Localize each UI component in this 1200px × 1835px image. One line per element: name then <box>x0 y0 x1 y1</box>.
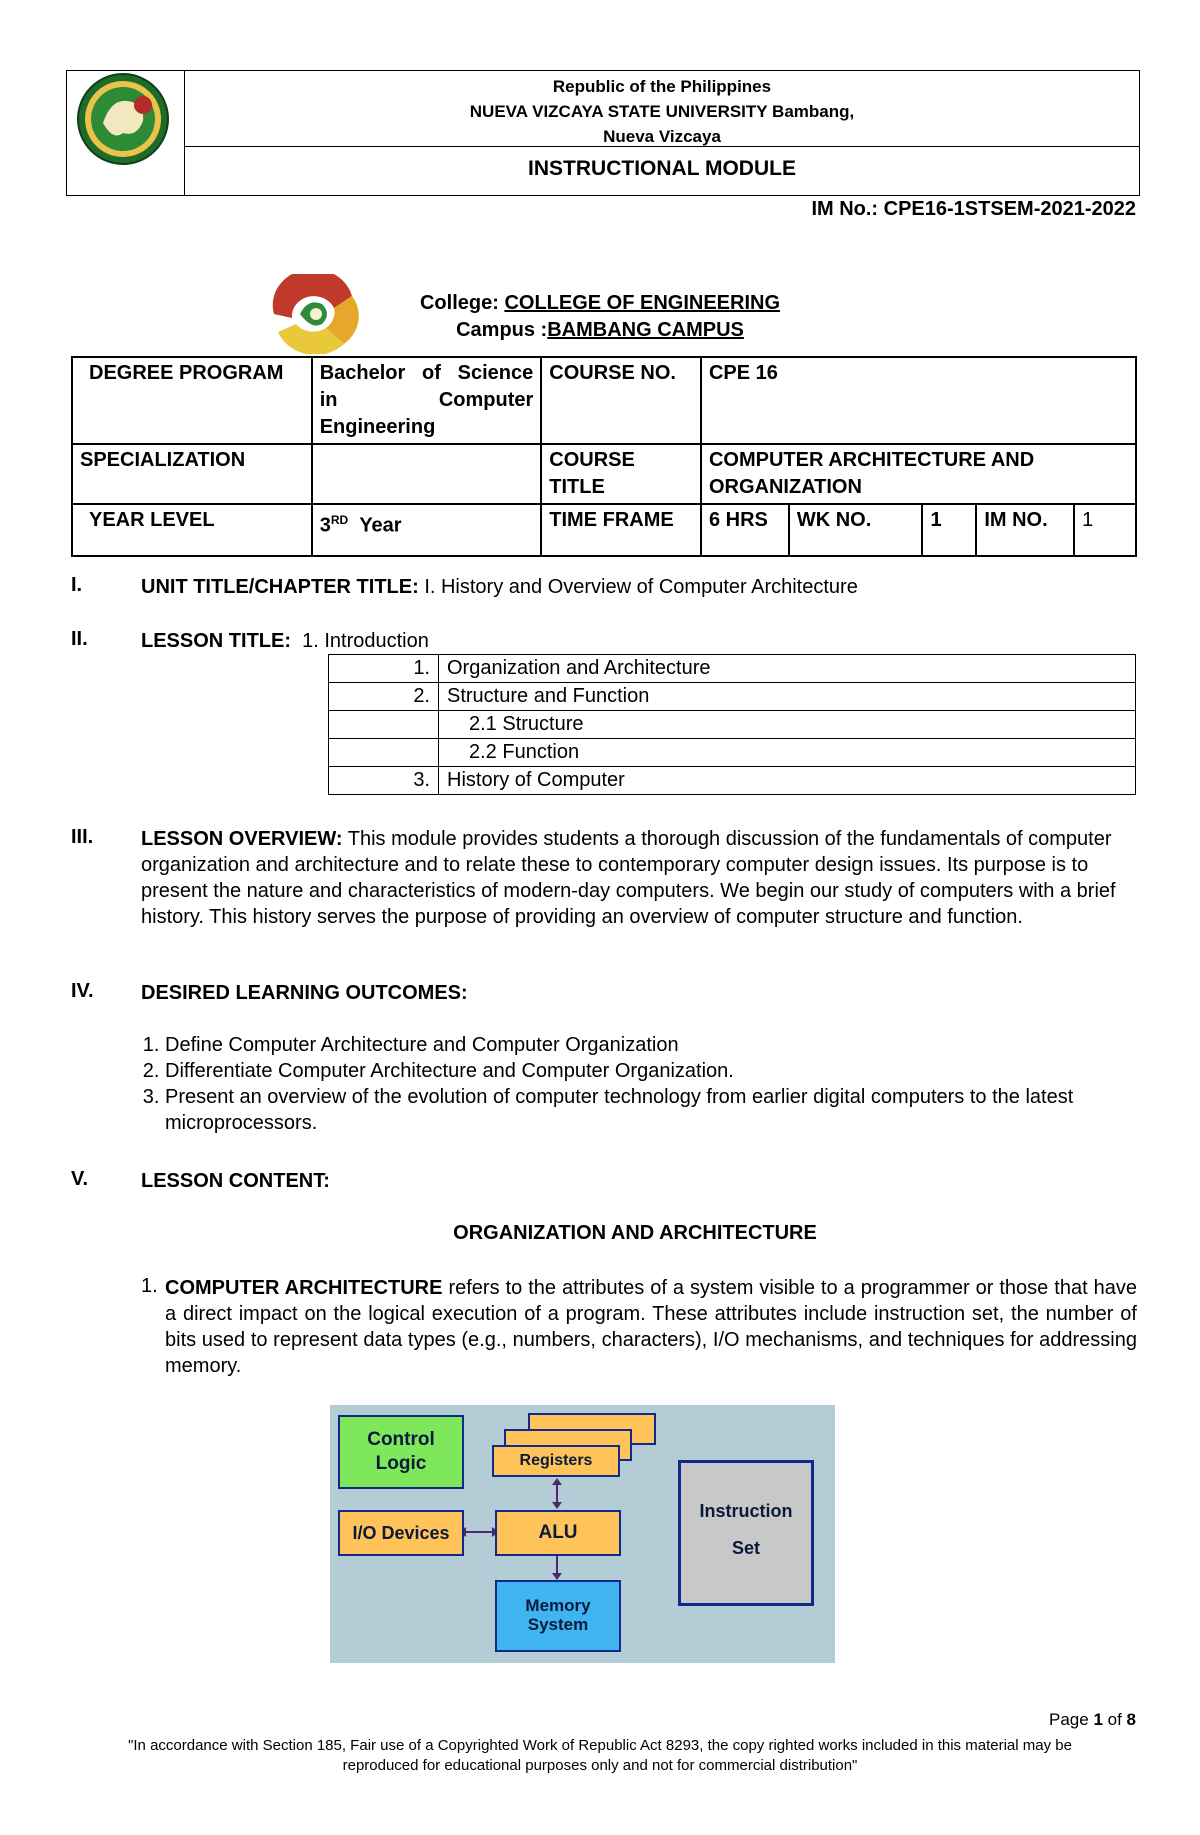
topic-title: 2.1 Structure <box>439 711 1136 739</box>
section-2-number: II. <box>71 628 88 650</box>
university-logo-cell <box>67 71 185 195</box>
outcome-item: 2. Differentiate Computer Architecture and Computer Organization. <box>165 1058 1161 1084</box>
memory-system-box <box>495 1580 621 1652</box>
im-number: IM No.: CPE16-1STSEM-2021-2022 <box>811 198 1136 220</box>
registers-label: Registers <box>519 1452 593 1469</box>
section-3-overview <box>141 826 1137 930</box>
year-level-word: Year <box>359 514 402 537</box>
topic-row <box>329 767 1136 795</box>
computer-architecture-term: COMPUTER ARCHITECTURE <box>165 1277 443 1299</box>
topic-number <box>329 711 439 739</box>
section-3-text: This module provides students a thorough discussion of the fundamentals of computer organization and architecture and to relate these to contemporary computer design issues. Its purpose is to present the nature and characteristics of modern-day computers. We begin our study of computers with a brief history. This history serves the purpose of providing an overview of computer structure and function. <box>141 828 1116 928</box>
course-title-label: COURSE TITLE <box>541 444 701 504</box>
topic-number: 3. <box>329 767 439 795</box>
topic-number: 2. <box>329 683 439 711</box>
degree-program-label: DEGREE PROGRAM <box>72 357 312 444</box>
section-3-number: III. <box>71 826 94 848</box>
course-title-value: COMPUTER ARCHITECTURE AND ORGANIZATION <box>701 444 1136 504</box>
section-4-number: IV. <box>71 980 94 1002</box>
computer-architecture-definition: refers to the attributes of a system visible to a programmer or those that have a direct impact on the logical execution of a program. These attributes include instruction set, the number of bits used to represent data types (e.g., numbers, characters), I/O mechanisms, and techniques for addressing memory. <box>165 1277 1137 1377</box>
course-no-label: COURSE NO. <box>541 357 701 444</box>
course-info-table <box>71 356 1137 557</box>
page-of: of <box>1102 1710 1127 1729</box>
io-devices-label: I/O Devices <box>352 1523 450 1543</box>
topic-title: History of Computer <box>439 767 1136 795</box>
memory-system-label: Memory System <box>525 1596 591 1634</box>
topic-title: Organization and Architecture <box>439 655 1136 683</box>
alu-label: ALU <box>538 1522 578 1543</box>
registers-box <box>492 1445 620 1477</box>
topic-number <box>329 739 439 767</box>
copyright-notice <box>0 1736 1200 1776</box>
section-1-number: I. <box>71 574 83 596</box>
instruction-set-label-2: Set <box>731 1538 760 1558</box>
page-current: 1 <box>1093 1710 1103 1729</box>
campus-value: BAMBANG CAMPUS <box>547 319 744 341</box>
header-university: NUEVA VIZCAYA STATE UNIVERSITY Bambang, <box>469 102 855 121</box>
page-prefix: Page <box>1049 1710 1094 1729</box>
topic-row <box>329 711 1136 739</box>
time-frame-label: TIME FRAME <box>541 504 701 556</box>
learning-outcomes-list <box>141 1032 1161 1136</box>
topic-title: 2.2 Function <box>439 739 1136 767</box>
topic-title: Structure and Function <box>439 683 1136 711</box>
header-box <box>66 70 1140 196</box>
section-2-text: 1. Introduction <box>291 630 429 652</box>
page-number <box>1049 1710 1136 1730</box>
section-2-label: LESSON TITLE: <box>141 630 291 652</box>
college-line <box>0 292 1200 315</box>
copyright-notice-line-1: "In accordance with Section 185, Fair use of a Copyrighted Work of Republic Act 8293, the copy righted works included in this material may be <box>128 1737 1072 1754</box>
im-no-value: 1 <box>1074 504 1136 556</box>
year-level-label: YEAR LEVEL <box>72 504 312 556</box>
course-no-value: CPE 16 <box>701 357 1136 444</box>
module-title: INSTRUCTIONAL MODULE <box>528 157 796 180</box>
control-logic-box <box>338 1415 464 1489</box>
campus-label: Campus : <box>456 319 548 341</box>
section-5-label: LESSON CONTENT: <box>141 1170 330 1192</box>
page-total: 8 <box>1126 1710 1136 1729</box>
campus-line <box>0 319 1200 342</box>
year-level-value <box>312 504 542 556</box>
instruction-set-label-1: Instruction <box>699 1501 793 1521</box>
section-5-number: V. <box>71 1168 89 1190</box>
degree-program-value: Bachelor of Science in Computer Engineering <box>312 357 542 444</box>
instruction-set-box <box>678 1460 814 1606</box>
section-1-label: UNIT TITLE/CHAPTER TITLE: <box>141 576 419 598</box>
college-label: College: <box>419 292 505 314</box>
specialization-value <box>312 444 542 504</box>
year-level-num: 3 <box>319 514 331 537</box>
time-frame-value: 6 HRS <box>701 504 789 556</box>
io-devices-box <box>338 1510 464 1556</box>
lesson-topics-table <box>328 654 1136 795</box>
architecture-diagram <box>330 1405 835 1663</box>
section-1-text: I. History and Overview of Computer Architecture <box>418 576 858 598</box>
content-item-1 <box>165 1275 1137 1379</box>
section-3-label: LESSON OVERVIEW: <box>141 828 343 850</box>
im-no-label: IM NO. <box>976 504 1074 556</box>
topic-row <box>329 655 1136 683</box>
content-heading: ORGANIZATION AND ARCHITECTURE <box>453 1222 817 1244</box>
college-value: COLLEGE OF ENGINEERING <box>504 292 781 314</box>
university-seal-logo <box>67 71 183 191</box>
outcome-item: 3. Present an overview of the evolution of computer technology from earlier digital computers to the latest microprocessors. <box>165 1084 1161 1136</box>
outcome-item: 1. Define Computer Architecture and Computer Organization <box>165 1032 1161 1058</box>
header-location: Nueva Vizcaya <box>603 127 721 146</box>
topic-row <box>329 739 1136 767</box>
topic-number: 1. <box>329 655 439 683</box>
section-1-unit-title <box>141 574 1137 600</box>
section-2-lesson-title <box>141 628 1137 654</box>
control-logic-label: Control Logic <box>367 1429 435 1474</box>
section-4-label: DESIRED LEARNING OUTCOMES: <box>141 982 468 1004</box>
header-institution <box>185 71 1139 147</box>
wk-no-value: 1 <box>922 504 976 556</box>
topic-row <box>329 683 1136 711</box>
header-republic: Republic of the Philippines <box>552 77 772 96</box>
alu-box <box>495 1510 621 1556</box>
content-item-1-number: 1. <box>141 1275 158 1297</box>
wk-no-label: WK NO. <box>789 504 923 556</box>
specialization-label: SPECIALIZATION <box>72 444 312 504</box>
year-level-sup: RD <box>330 513 349 527</box>
copyright-notice-line-2: reproduced for educational purposes only and not for commercial distribution" <box>342 1757 858 1774</box>
